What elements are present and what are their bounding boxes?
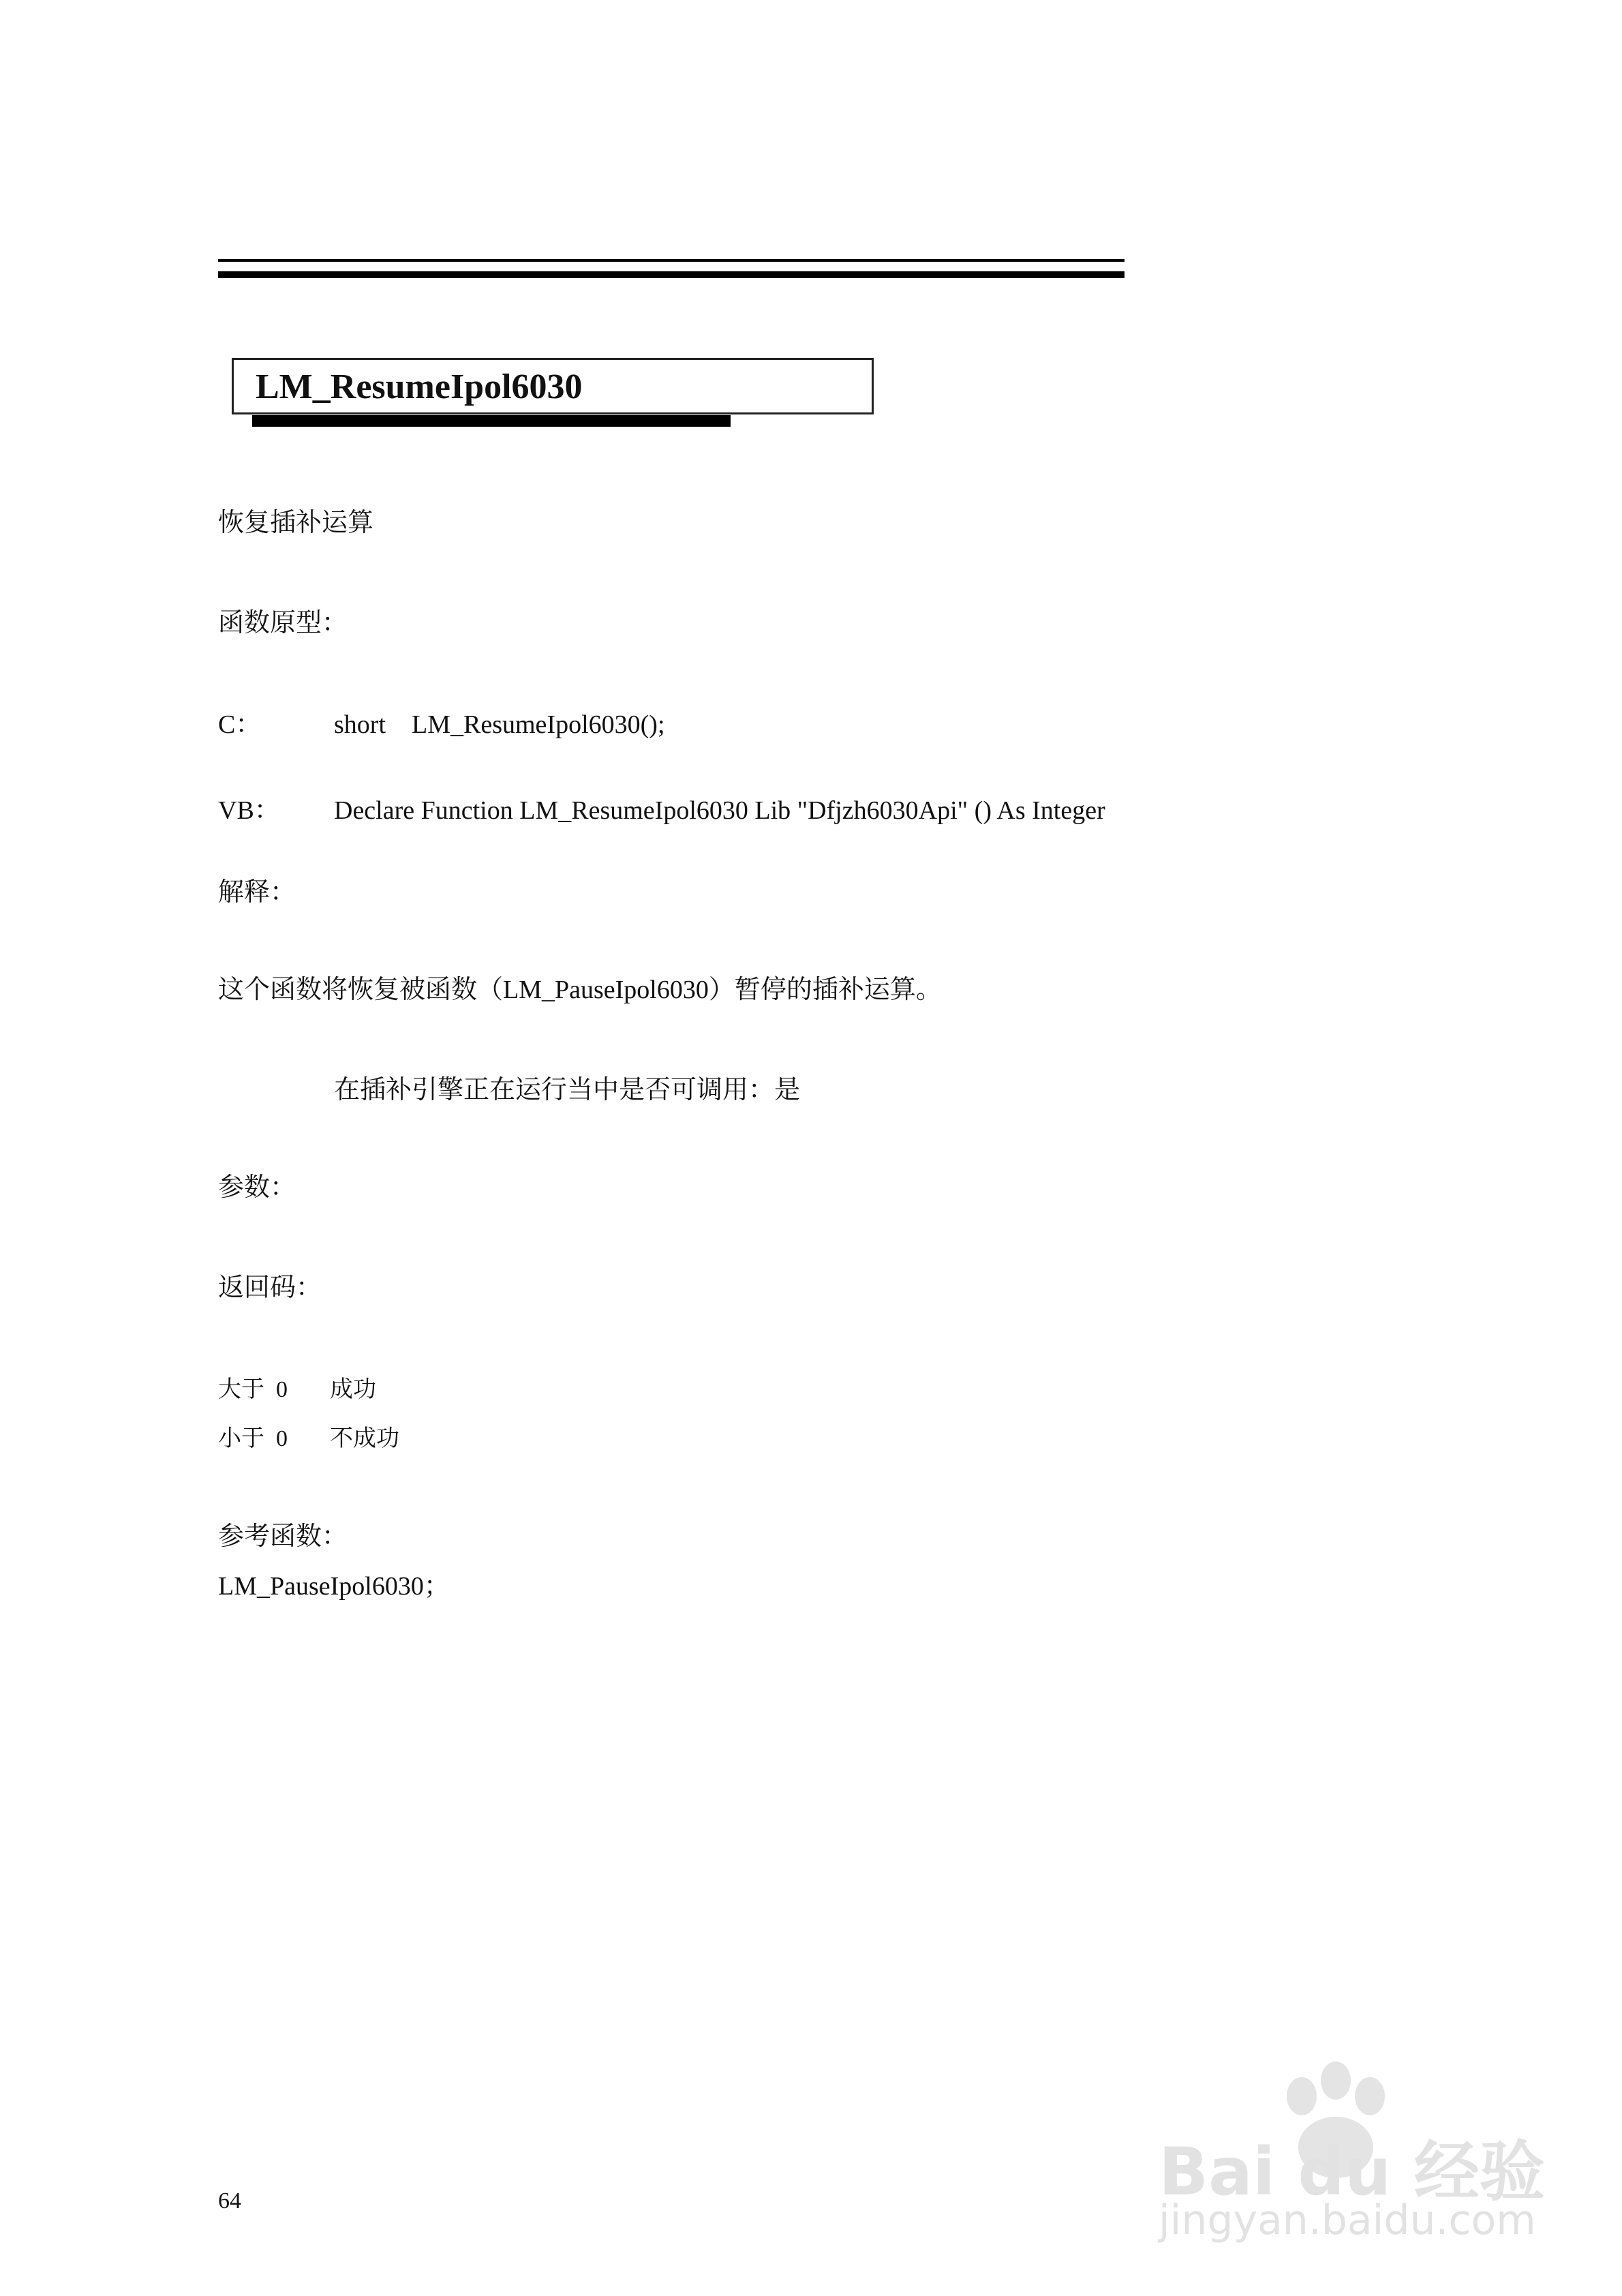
return-code-meaning: 成功	[330, 1377, 376, 1402]
c-prototype-label: C：	[218, 710, 262, 739]
page-number: 64	[218, 2188, 241, 2214]
prototype-label: 函数原型：	[218, 609, 348, 637]
see-also-label: 参考函数：	[218, 1522, 348, 1551]
return-codes-label: 返回码：	[218, 1273, 322, 1302]
see-also-function: LM_PauseIpol6030；	[218, 1572, 450, 1601]
vb-prototype-code: Declare Function LM_ResumeIpol6030 Lib "Dfjzh6030Api" () As Integer	[334, 796, 1105, 825]
explanation-text: 这个函数将恢复被函数（LM_PauseIpol6030）暂停的插补运算。	[218, 976, 942, 1004]
c-prototype-code: short LM_ResumeIpol6030();	[334, 710, 665, 739]
return-code-meaning: 不成功	[330, 1426, 399, 1451]
section-title-shadow	[252, 415, 731, 427]
vb-prototype-label: VB：	[218, 796, 280, 825]
watermark-brand: Bai du 经验	[1159, 2134, 1545, 2210]
header-rule-thin	[218, 259, 1124, 262]
return-code-condition: 大于 0	[218, 1377, 288, 1402]
explain-label: 解释：	[218, 878, 296, 907]
return-code-condition: 小于 0	[218, 1426, 288, 1451]
callable-note: 在插补引擎正在运行当中是否可调用：是	[334, 1076, 801, 1104]
section-title-box	[232, 358, 874, 414]
function-summary: 恢复插补运算	[218, 509, 374, 537]
section-title: LM_ResumeIpol6030	[256, 367, 583, 406]
watermark-url: jingyan.baidu.com	[1159, 2196, 1536, 2244]
header-rule-thick	[218, 271, 1124, 278]
params-label: 参数：	[218, 1173, 296, 1202]
